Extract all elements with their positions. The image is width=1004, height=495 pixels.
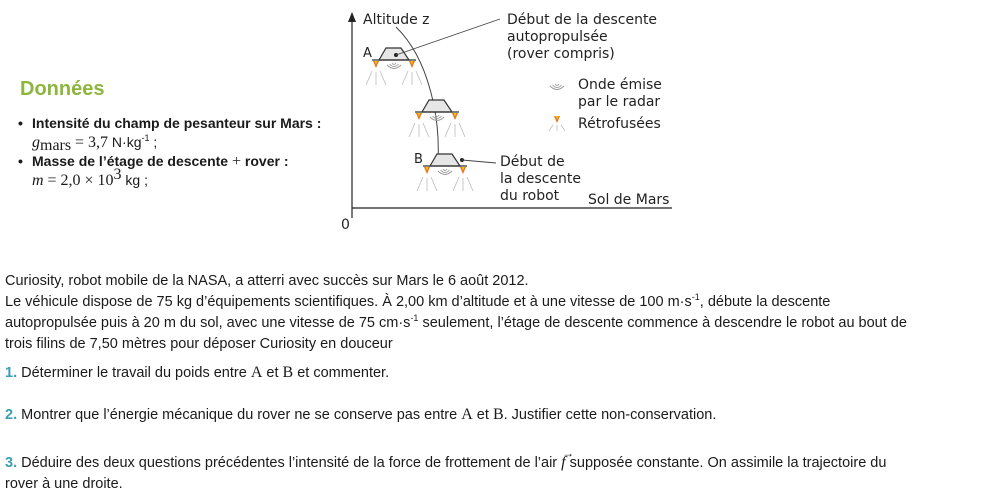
question-3-line-2: rover à une droite. — [5, 476, 123, 492]
callout-bottom-line1: Début de — [500, 154, 565, 170]
question-3-force-vector: → f — [561, 446, 575, 471]
legend-rockets-label: Rétrofusées — [578, 116, 661, 132]
question-2-point-a: A — [461, 406, 473, 423]
intro-line-2-exp: -1 — [691, 292, 700, 302]
donnees-list — [18, 114, 321, 190]
callout-top-line1: Début de la descente — [507, 12, 658, 28]
mass-symbol: m — [32, 172, 44, 189]
donnees-item-mass-label — [18, 152, 321, 171]
question-1-point-a: A — [250, 364, 263, 381]
question-3-text-a: Déduire des deux questions précédentes l’intensité de la force de frottement de l’air — [17, 455, 562, 471]
trajectory-line — [396, 27, 438, 160]
question-3-number: 3. — [5, 455, 18, 471]
gravity-symbol: g — [32, 134, 40, 151]
intro-line-3-exp: -1 — [410, 313, 419, 323]
gravity-subscript: mars — [40, 137, 72, 154]
intro-line-2 — [5, 292, 1003, 313]
legend-radar-line2: par le radar — [578, 94, 661, 110]
question-2 — [5, 404, 1003, 426]
origin-label: 0 — [341, 217, 350, 233]
point-b-label: B — [414, 152, 423, 167]
gravity-unit-exp: -1 — [141, 133, 150, 143]
question-1-text-b: et commenter. — [293, 365, 390, 381]
question-3-line-1 — [5, 446, 1003, 474]
intro-line-3-b: seulement, l’étage de descente commence à descendre le robot au bout de — [418, 315, 907, 331]
question-1-text-a: Déterminer le travail du poids entre — [17, 365, 251, 381]
gravity-value: = 3,7 — [75, 134, 109, 151]
donnees-title: Données — [20, 78, 105, 100]
axis-z-label: Altitude z — [363, 12, 430, 28]
donnees-item-gravity-label: • Intensité du champ de pesanteur sur Mars : — [18, 114, 321, 133]
legend-radar-icon — [550, 84, 564, 90]
intro-line-3-a: autopropulsée puis à 20 m du sol, avec une vitesse de 75 cm·s — [5, 315, 411, 331]
callout-bottom-line2: la descente — [500, 171, 581, 187]
intro-line-3 — [5, 313, 1003, 334]
mass-unit: kg ; — [125, 172, 148, 188]
point-a-label: A — [363, 46, 372, 61]
callout-top-line2: autopropulsée — [507, 29, 608, 45]
donnees-item-gravity-value — [18, 133, 321, 152]
question-1-et: et — [262, 365, 283, 381]
mass-label-a: Masse de l’étage de descente — [32, 153, 229, 169]
question-3-force-symbol: f — [561, 454, 566, 471]
question-2-text-a: Montrer que l’énergie mécanique du rover ne se conserve pas entre — [17, 407, 462, 423]
question-2-et: et — [472, 407, 493, 423]
mass-label-b: rover : — [244, 153, 289, 169]
intro-line-4: trois filins de 7,50 mètres pour déposer Curiosity en douceur — [5, 336, 393, 352]
callout-bottom-line3: du robot — [500, 188, 560, 204]
lander-mid — [409, 100, 465, 137]
question-3-text-b: supposée constante. On assimile la trajectoire du — [565, 455, 887, 471]
intro-paragraph — [5, 271, 1003, 355]
callout-bottom-line — [462, 160, 496, 163]
question-1-number: 1. — [5, 365, 18, 381]
question-3 — [5, 446, 1003, 495]
question-2-text-b: . Justifier cette non-conservation. — [503, 407, 717, 423]
intro-line-2-b: , débute la descente — [699, 294, 831, 310]
question-2-number: 2. — [5, 407, 18, 423]
question-2-point-b: B — [492, 406, 504, 423]
ground-label: Sol de Mars — [588, 192, 670, 208]
descent-diagram — [330, 0, 690, 240]
intro-line-2-a: Le véhicule dispose de 75 kg d’équipements scientifiques. À 2,00 km d’altitude et à une vitesse de 100 m·s — [5, 294, 692, 310]
question-1 — [5, 362, 1003, 384]
mass-exponent: 3 — [113, 166, 122, 183]
lander-b — [417, 154, 473, 191]
legend-radar-line1: Onde émise — [578, 77, 662, 93]
lander-a — [366, 48, 422, 85]
intro-line-1: Curiosity, robot mobile de la NASA, a atterri avec succès sur Mars le 6 août 2012. — [5, 273, 529, 289]
mass-plus: + — [231, 153, 242, 170]
donnees-item-mass-value — [18, 166, 321, 190]
gravity-unit: N·kg — [111, 134, 142, 150]
z-axis-arrow — [348, 12, 356, 22]
legend-rocket-icon — [549, 116, 565, 131]
question-1-point-b: B — [282, 364, 294, 381]
callout-top-line3: (rover compris) — [507, 46, 615, 62]
gravity-end: ; — [153, 134, 158, 150]
mass-value: = 2,0 × 10 — [47, 172, 114, 189]
